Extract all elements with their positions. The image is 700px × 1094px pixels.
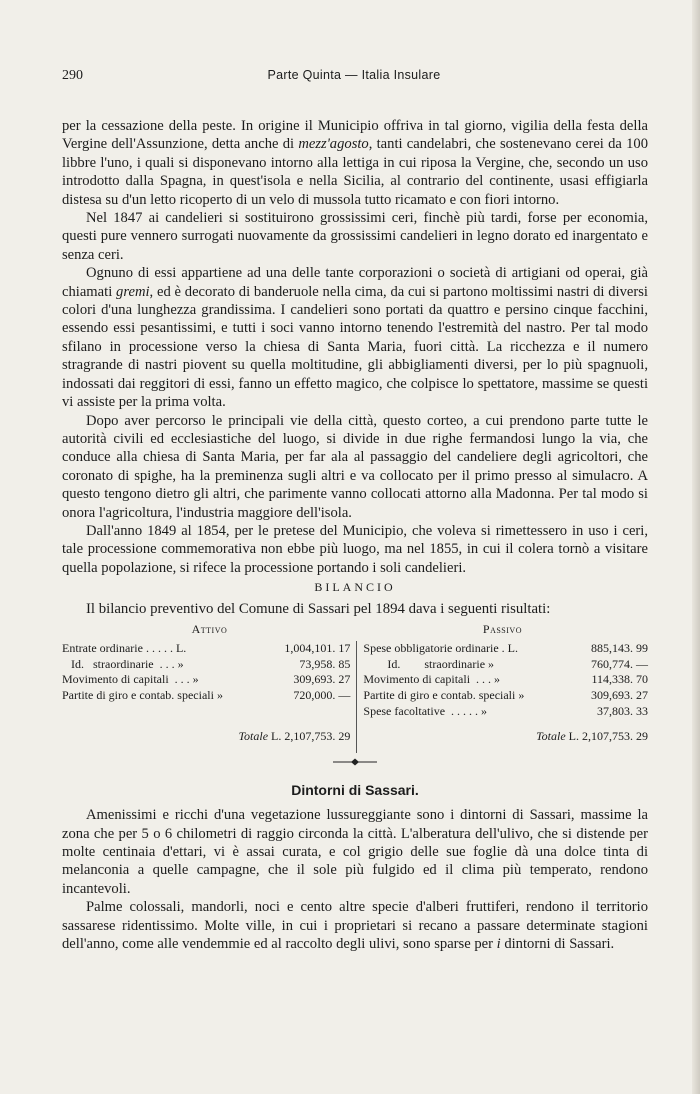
paragraph: Dall'anno 1849 al 1854, per le pretese del Municipio, che voleva si rimettessero in uso i ceri, tale processione commemorativa non ebbe più luogo, ma nel 1855, in cui il colera tornò a visitare quella popolazione, si rifece la processione portando i soli candelieri. bbox=[62, 522, 648, 576]
totale-value: L. 2,107,753. 29 bbox=[271, 729, 351, 744]
table-row bbox=[62, 641, 350, 657]
attivo-header: Attivo bbox=[191, 621, 228, 636]
passivo-header: Passivo bbox=[482, 621, 522, 636]
row-label: Spese facoltative . . . . . » bbox=[363, 703, 488, 718]
table-row bbox=[363, 641, 648, 657]
row-label: Movimento di capitali . . . » bbox=[363, 672, 501, 687]
row-label: Partite di giro e contab. speciali » bbox=[363, 687, 525, 702]
paragraph: Nel 1847 ai candelieri si sostituirono grossissimi ceri, finchè più tardi, forse per economia, questi pure vennero surrogati nuovamente da grossissimi candelieri in legno dorato ed inargentato e senza ceri. bbox=[62, 210, 648, 263]
totale-value: L. 2,107,753. 29 bbox=[568, 729, 648, 744]
row-label: Entrate ordinarie . . . . . L. bbox=[62, 641, 187, 656]
italic-term: mezz'agosto bbox=[298, 136, 369, 153]
row-label: Partite di giro e contab. speciali » bbox=[62, 687, 223, 702]
row-amount: 37,803. 33 bbox=[597, 703, 648, 718]
row-amount: 885,143. 99 bbox=[591, 641, 648, 656]
passivo-column bbox=[357, 641, 648, 719]
row-amount: 1,004,101. 17 bbox=[284, 641, 351, 656]
row-amount: 73,958. 85 bbox=[299, 656, 351, 671]
ornament-divider bbox=[62, 757, 648, 767]
table-row bbox=[62, 688, 350, 704]
row-amount: 114,338. 70 bbox=[591, 672, 648, 687]
table-row bbox=[62, 672, 350, 688]
table-row bbox=[62, 657, 350, 673]
totale-attivo bbox=[62, 719, 357, 753]
paragraph-text: Ognuno di essi appartiene ad una delle tante corporazioni o società di artigiani od operai, già chiamati bbox=[62, 265, 648, 300]
paragraph-text: per la cessazione della peste. In origine il Municipio offriva in tal giorno, vigilia della festa della Vergine dell'Assunzione, detta anche di bbox=[62, 118, 648, 153]
paragraph bbox=[62, 264, 648, 411]
row-label: Movimento di capitali . . . » bbox=[62, 672, 199, 687]
diamond-rule-icon bbox=[333, 758, 377, 766]
italic-term: gremi bbox=[116, 283, 150, 300]
paragraph: Amenissimi e ricchi d'una vegetazione lussureggiante sono i dintorni di Sassari, massime la zona che per 5 o 6 chilometri di raggio circonda la città. L'alberatura dell'ulivo, che si distende per molte centinaia d'ettari, vi è assai curata, e col grigio delle sue foglie dà una dolce tinta di melanconia a quelle campagne, che il sole più fulgido ed il clima più temperato, rendono incantevoli. bbox=[62, 807, 648, 897]
totale-label: Totale bbox=[536, 729, 566, 744]
paragraph bbox=[62, 898, 648, 953]
page-number: 290 bbox=[62, 68, 83, 83]
totale-passivo bbox=[357, 719, 648, 753]
page-body bbox=[62, 117, 648, 953]
paragraph-text: Palme colossali, mandorli, noci e cento altre specie d'alberi fruttiferi, rendono il territorio sassarese ridentissimo. Molte ville, in cui i proprietari si recano a passare determinate stagioni dell'anno, come alle vendemmie ed al raccolto degli ulivi, sono sparse per bbox=[62, 899, 648, 952]
row-amount: 309,693. 27 bbox=[591, 687, 648, 702]
table-row bbox=[363, 672, 648, 688]
section-heading: Dintorni di Sassari. bbox=[291, 781, 419, 798]
paragraph: Dopo aver percorso le principali vie della città, questo corteo, a cui prendono parte tutte le autorità civili ed ecclesiastiche del luogo, si divide in due righe fermandosi lungo la via, che conduce alla chiesa di Santa Maria, per far ala al passaggio del candeliere degli agricoltori, che coronato di spighe, ha la preminenza sugli altri e va collocato per il primo presso al simulacro. A questo tengono dietro gli altri, che parimente vanno collocati attorno alla Madonna. Per tal modo si onora l'agricoltura, l'industria maggiore dell'isola. bbox=[62, 412, 648, 521]
row-amount: 760,774. — bbox=[591, 656, 648, 671]
row-label: Id. straordinarie . . . » bbox=[62, 656, 184, 671]
table-row bbox=[363, 704, 648, 720]
row-amount: 309,693. 27 bbox=[293, 672, 351, 687]
row-amount: 720,000. — bbox=[293, 687, 351, 702]
running-title: Parte Quinta — Italia Insulare bbox=[267, 68, 441, 82]
bilancio-intro: Il bilancio preventivo del Comune di Sassari pel 1894 dava i seguenti risultati: bbox=[86, 600, 551, 617]
table-row bbox=[363, 657, 648, 673]
table-row bbox=[363, 688, 648, 704]
paragraph bbox=[62, 117, 648, 209]
bilancio-table bbox=[62, 621, 648, 753]
italic-term: i bbox=[496, 935, 501, 952]
attivo-column bbox=[62, 641, 357, 719]
bilancio-title: BILANCIO bbox=[314, 580, 396, 595]
page-edge-shadow bbox=[692, 0, 700, 1094]
totale-label: Totale bbox=[238, 729, 269, 744]
row-label: Id. straordinarie » bbox=[363, 656, 495, 671]
paragraph-text: dintorni di Sassari. bbox=[500, 935, 615, 952]
row-label: Spese obbligatorie ordinarie . L. bbox=[363, 641, 519, 656]
paragraph-text: , ed è decorato di banderuole nella cima, da cui si partono moltissimi nastri di diversi colori d'una lunghezza grandissima. I candelieri sono portati da quattro e persino cinque facchini, essendo essi pesantissimi, e tutti i soci vanno intorno tenendo l'estremità del nastro. Per tal modo sfilano in processione verso la chiesa di Santa Maria, fuori città. La ricchezza e il numero stragrande di nastri piovent su quella moltitudine, gli abbigliamenti diversi, per lo più spagnuoli, indossati dai reggitori di essi, fanno un effetto magico, che colpisce lo spettatore, massime se questi vi assiste per la prima volta. bbox=[62, 283, 648, 411]
paragraph-text: , tanti candelabri, che sostenevano cerei da 100 libbre l'uno, i quali si disponevano intorno alla lettiga in cui riposa la Vergine, che, secondo un uso introdotto dalla Spagna, in quest'isola e nella Sicilia, al contrario del continente, usasi effigiarla distesa su d'un letto ricoperto di un velo di mussola tutto ricamato e con fiori intorno. bbox=[62, 136, 648, 208]
